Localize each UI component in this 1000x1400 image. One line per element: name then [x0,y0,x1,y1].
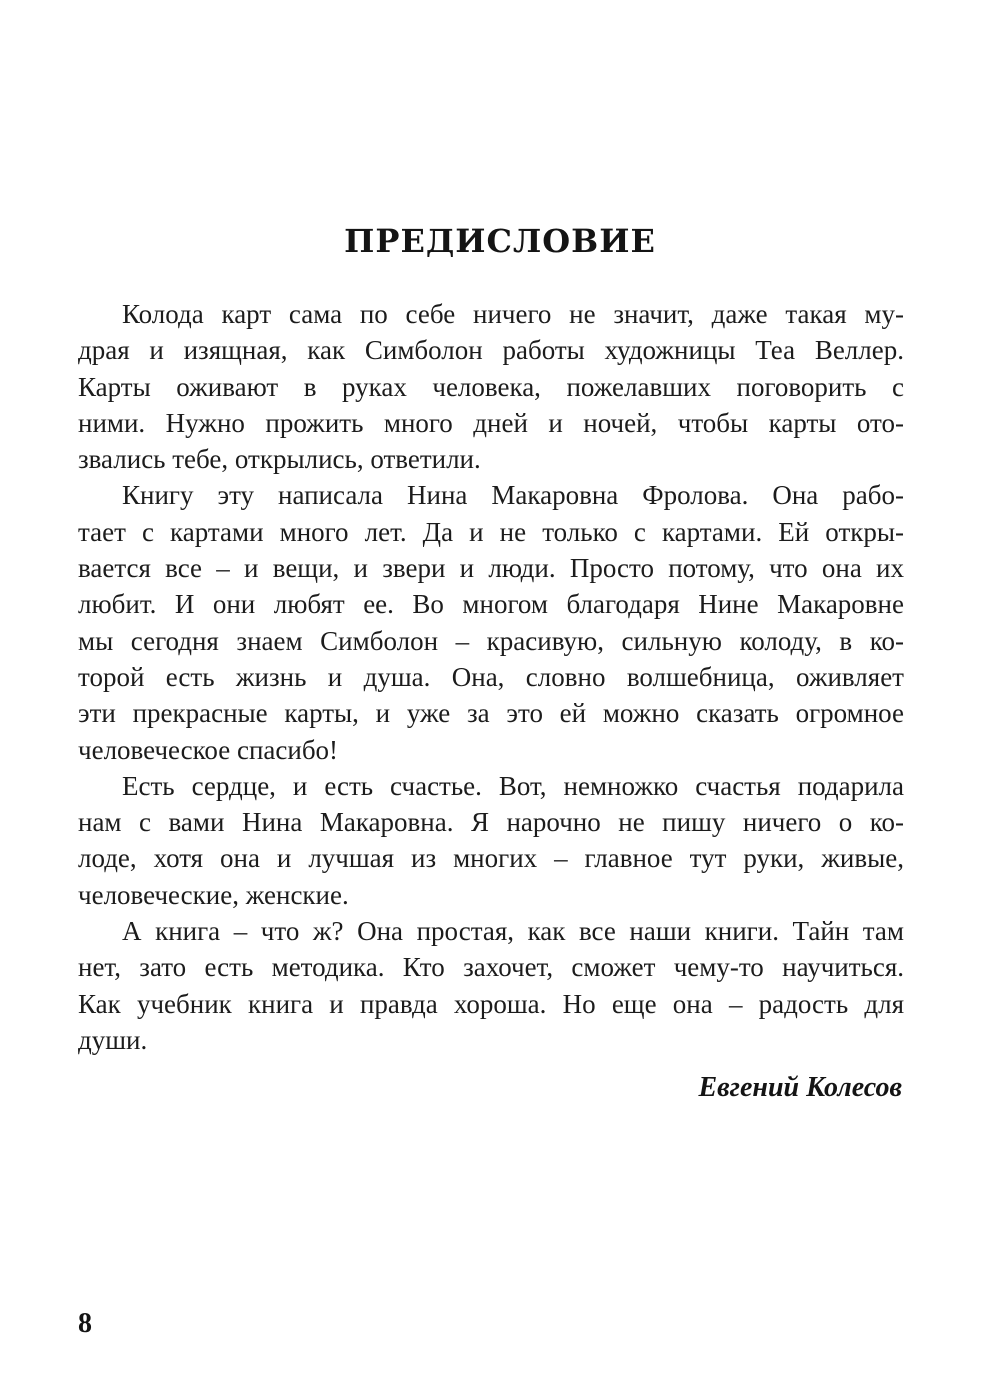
text-line: души. [78,1024,148,1055]
text-line: мы сегодня знаем Симболон – красивую, сильную колоду, в ко- [78,625,904,656]
text-line: А книга – что ж? Она простая, как все наши книги. Тайн там [122,916,904,947]
paragraph [78,296,904,477]
text-line: торой есть жизнь и душа. Она, словно волшебница, оживляет [78,661,904,692]
text-line: Книгу эту написала Нина Макаровна Фролова. Она рабо- [122,480,904,511]
text-line: человеческие, женские. [78,879,349,910]
page-number: 8 [78,1308,92,1339]
text-line: нет, зато есть методика. Кто захочет, сможет чему-то научиться. [78,952,904,983]
text-line: Колода карт сама по себе ничего не значит, даже такая му- [122,299,904,329]
text-line: звались тебе, открылись, ответили. [78,444,481,475]
text-line: Карты оживают в руках человека, пожелавших поговорить с [78,371,904,402]
text-line: эти прекрасные карты, и уже за это ей можно сказать огромное [78,698,904,729]
paragraph [78,768,904,913]
text-line: человеческое спасибо! [78,734,339,765]
body-text [78,296,904,1058]
text-line: Есть сердце, и есть счастье. Вот, немножко счастья подарила [122,770,904,801]
text-line: лоде, хотя она и лучшая из многих – главное тут руки, живые, [78,843,904,874]
text-line: тает с картами много лет. Да и не только с картами. Ей откры- [78,516,904,547]
paragraph [78,913,904,1058]
text-line: нам с вами Нина Макаровна. Я нарочно не пишу ничего о ко- [78,807,904,838]
text-line: Как учебник книга и правда хороша. Но еще она – радость для [78,988,904,1019]
page-title: ПРЕДИСЛОВИЕ [344,222,656,260]
author-signature: Евгений Колесов [698,1072,902,1103]
text-line: ними. Нужно прожить много дней и ночей, чтобы карты ото- [78,407,904,438]
text-line: вается все – и вещи, и звери и люди. Просто потому, что она их [78,553,904,584]
paragraph [78,477,904,767]
text-line: любит. И они любят ее. Во многом благодаря Нине Макаровне [78,589,904,620]
text-line: драя и изящная, как Симболон работы художницы Теа Веллер. [78,335,904,366]
